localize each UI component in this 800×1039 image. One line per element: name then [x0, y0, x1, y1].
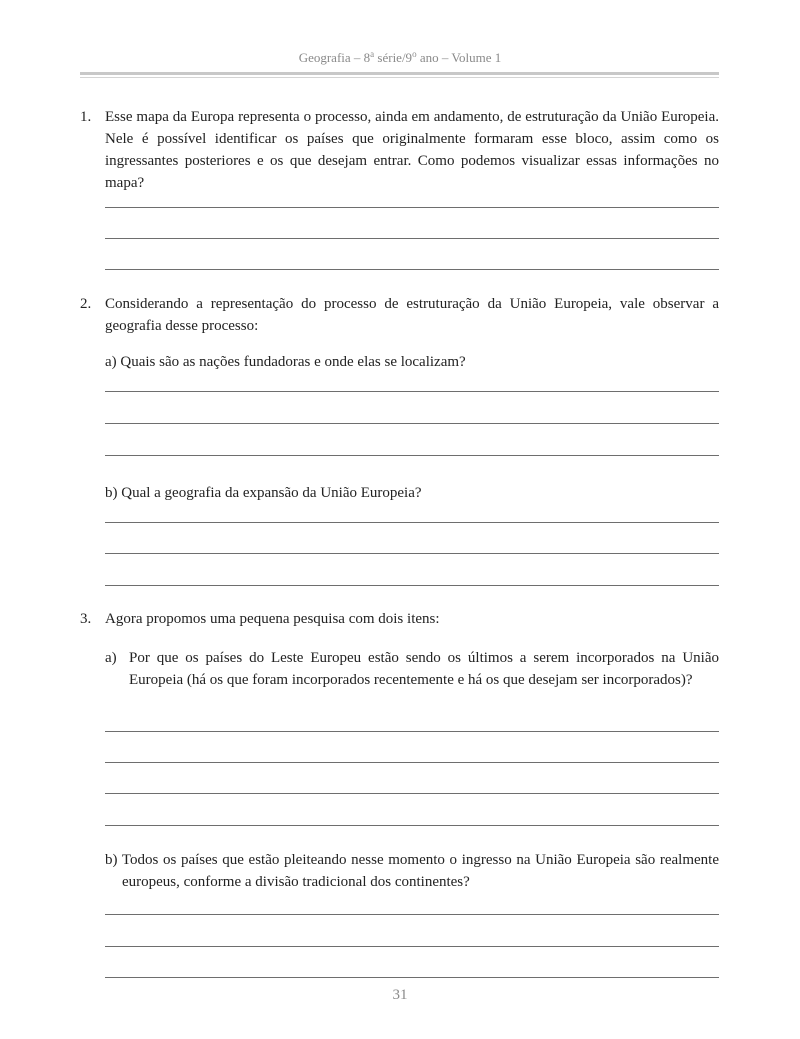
answer-line[interactable]: [105, 914, 719, 915]
answer-line[interactable]: [105, 207, 719, 208]
page-number: 31: [392, 987, 408, 1003]
answer-line[interactable]: [105, 793, 719, 794]
answer-line[interactable]: [105, 423, 719, 424]
question-1-text: Esse mapa da Europa representa o processo, ainda em andamento, de estruturação da União Europeia. Nele é possível identificar os países que originalmente formaram esse bloco, assim como os ingressantes posteriores e os que desejam entrar. Como podemos visualizar essas informações no mapa?: [105, 109, 719, 191]
header-rule-thick: [80, 72, 719, 75]
question-2a-text: a) Quais são as nações fundadoras e onde elas se localizam?: [105, 354, 466, 370]
question-1-number: 1.: [80, 109, 92, 125]
answer-line[interactable]: [105, 731, 719, 732]
header-rule-thin: [80, 77, 719, 78]
question-3-number: 3.: [80, 611, 92, 627]
answer-line[interactable]: [105, 391, 719, 392]
running-header: Geografia – 8$^a$ série/9$^o$ ano – Volume 1: [298, 49, 502, 65]
question-3-text: Agora propomos uma pequena pesquisa com dois itens:: [105, 611, 440, 627]
answer-line[interactable]: [105, 522, 719, 523]
answer-line[interactable]: [105, 269, 719, 270]
question-3b-text: b) Todos os países que estão pleiteando nesse momento o ingresso na União Europeia são realmente europeus, conforme a divisão tradicional dos continentes?: [105, 852, 719, 890]
answer-line[interactable]: [105, 762, 719, 763]
answer-line[interactable]: [105, 825, 719, 826]
answer-line[interactable]: [105, 977, 719, 978]
question-3a-label: a): [105, 650, 117, 666]
question-3a-text: Por que os países do Leste Europeu estão sendo os últimos a serem incorporados na União Europeia (há os que foram incorporados recentemente e há os que desejam ser incorporados)?: [129, 650, 719, 688]
answer-line[interactable]: [105, 455, 719, 456]
answer-line[interactable]: [105, 946, 719, 947]
answer-line[interactable]: [105, 585, 719, 586]
answer-line[interactable]: [105, 553, 719, 554]
question-2-text: Considerando a representação do processo de estruturação da União Europeia, vale observar a geografia desse processo:: [105, 296, 719, 334]
question-2b-text: b) Qual a geografia da expansão da União Europeia?: [105, 485, 422, 501]
answer-line[interactable]: [105, 238, 719, 239]
question-2-number: 2.: [80, 296, 92, 312]
